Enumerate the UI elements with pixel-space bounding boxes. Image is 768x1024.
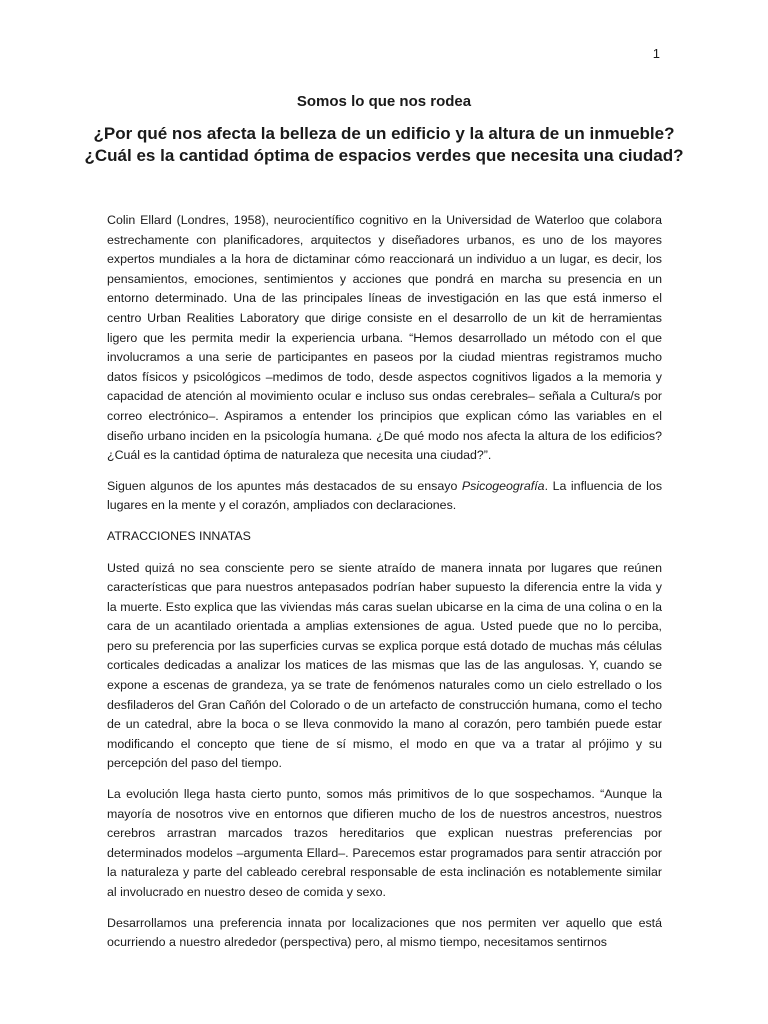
- page-number: 1: [652, 46, 660, 61]
- document-subtitle: [0, 123, 768, 167]
- document-body: [107, 211, 662, 964]
- book-title: Psicogeografía: [461, 478, 545, 493]
- paragraph: Usted quizá no sea consciente pero se siente atraído de manera innata por lugares que reúnen características que para nuestros antepasados podrían haber supuesto la diferencia entre la vida y la muerte. Esto explica que las viviendas más caras suelan ubicarse en la cima de una colina o en la cara de un acantilado orientada a amplias extensiones de agua. Usted puede que no lo perciba, pero su preferencia por las superficies curvas se explica porque está dotado de muchas más células corticales dedicadas a analizar los matices de las mismas que las de las angulosas. Y, cuando se expone a escenas de grandeza, ya se trate de fenómenos naturales como un cielo estrellado o los desfiladeros del Gran Cañón del Colorado o de un artefacto de construcción humana, como el techo de un catedral, abre la boca o se lleva conmovido la mano al corazón, pero también puede estar modificando el concepto que tiene de sí mismo, el modo en que va a tratar al prójimo y su percepción del paso del tiempo.: [107, 560, 662, 771]
- paragraph: Colin Ellard (Londres, 1958), neurocientífico cognitivo en la Universidad de Waterloo que colabora estrechamente con planificadores, arquitectos y diseñadores urbanos, es uno de los mayores expertos mundiales a la hora de dictaminar cómo reaccionará un individuo a un lugar, es decir, los pensamientos, emociones, sentimientos y acciones que pondrá en marcha su presencia en un entorno determinado. Una de las principales líneas de investigación en las que está inmerso el centro Urban Realities Laboratory que dirige consiste en el desarrollo de un kit de herramientas ligero que les permita medir la experiencia urbana. “Hemos desarrollado un método con el que involucramos a una serie de participantes en paseos por la ciudad mientras registramos mucho datos físicos y psicológicos –medimos de todo, desde aspectos cognitivos ligados a la memoria y capacidad de atención al movimiento ocular e incluso sus ondas cerebrales– señala a Cultura/s por correo electrónico–. Aspiramos a entender los principios que explican cómo las variables en el diseño urbano inciden en la psicología humana. ¿De qué modo nos afecta la altura de los edificios? ¿Cuál es la cantidad óptima de naturaleza que necesita una ciudad?”.: [107, 213, 662, 463]
- paragraph: [107, 477, 662, 516]
- paragraph-text: Siguen algunos de los apuntes más destacados de su ensayo: [107, 478, 462, 493]
- title-block: [0, 93, 768, 167]
- paragraph: La evolución llega hasta cierto punto, somos más primitivos de lo que sospechamos. “Aunque la mayoría de nosotros vive en entornos que difieren mucho de los de nuestros ancestros, nuestros cerebros arrastran marcados trazos hereditarios que explican nuestras preferencias por determinados modelos –argumenta Ellard–. Parecemos estar programados para sentir atracción por la naturaleza y parte del cableado cerebral responsable de esta inclinación es notablemente similar al involucrado en nuestro deseo de comida y sexo.: [107, 787, 662, 899]
- subtitle-line: ¿Cuál es la cantidad óptima de espacios verdes que necesita una ciudad?: [84, 146, 684, 165]
- document-title: Somos lo que nos rodea: [296, 93, 472, 110]
- paragraph: Desarrollamos una preferencia innata por localizaciones que nos permiten ver aquello que está ocurriendo a nuestro alrededor (perspectiva) pero, al mismo tiempo, necesitamos sentirnos: [107, 915, 662, 950]
- paragraph-text: . La influencia de los lugares en la mente y el corazón, ampliados con declaraciones.: [107, 478, 663, 513]
- subtitle-line: ¿Por qué nos afecta la belleza de un edificio y la altura de un inmueble?: [93, 124, 675, 143]
- section-heading: ATRACCIONES INNATAS: [107, 528, 251, 543]
